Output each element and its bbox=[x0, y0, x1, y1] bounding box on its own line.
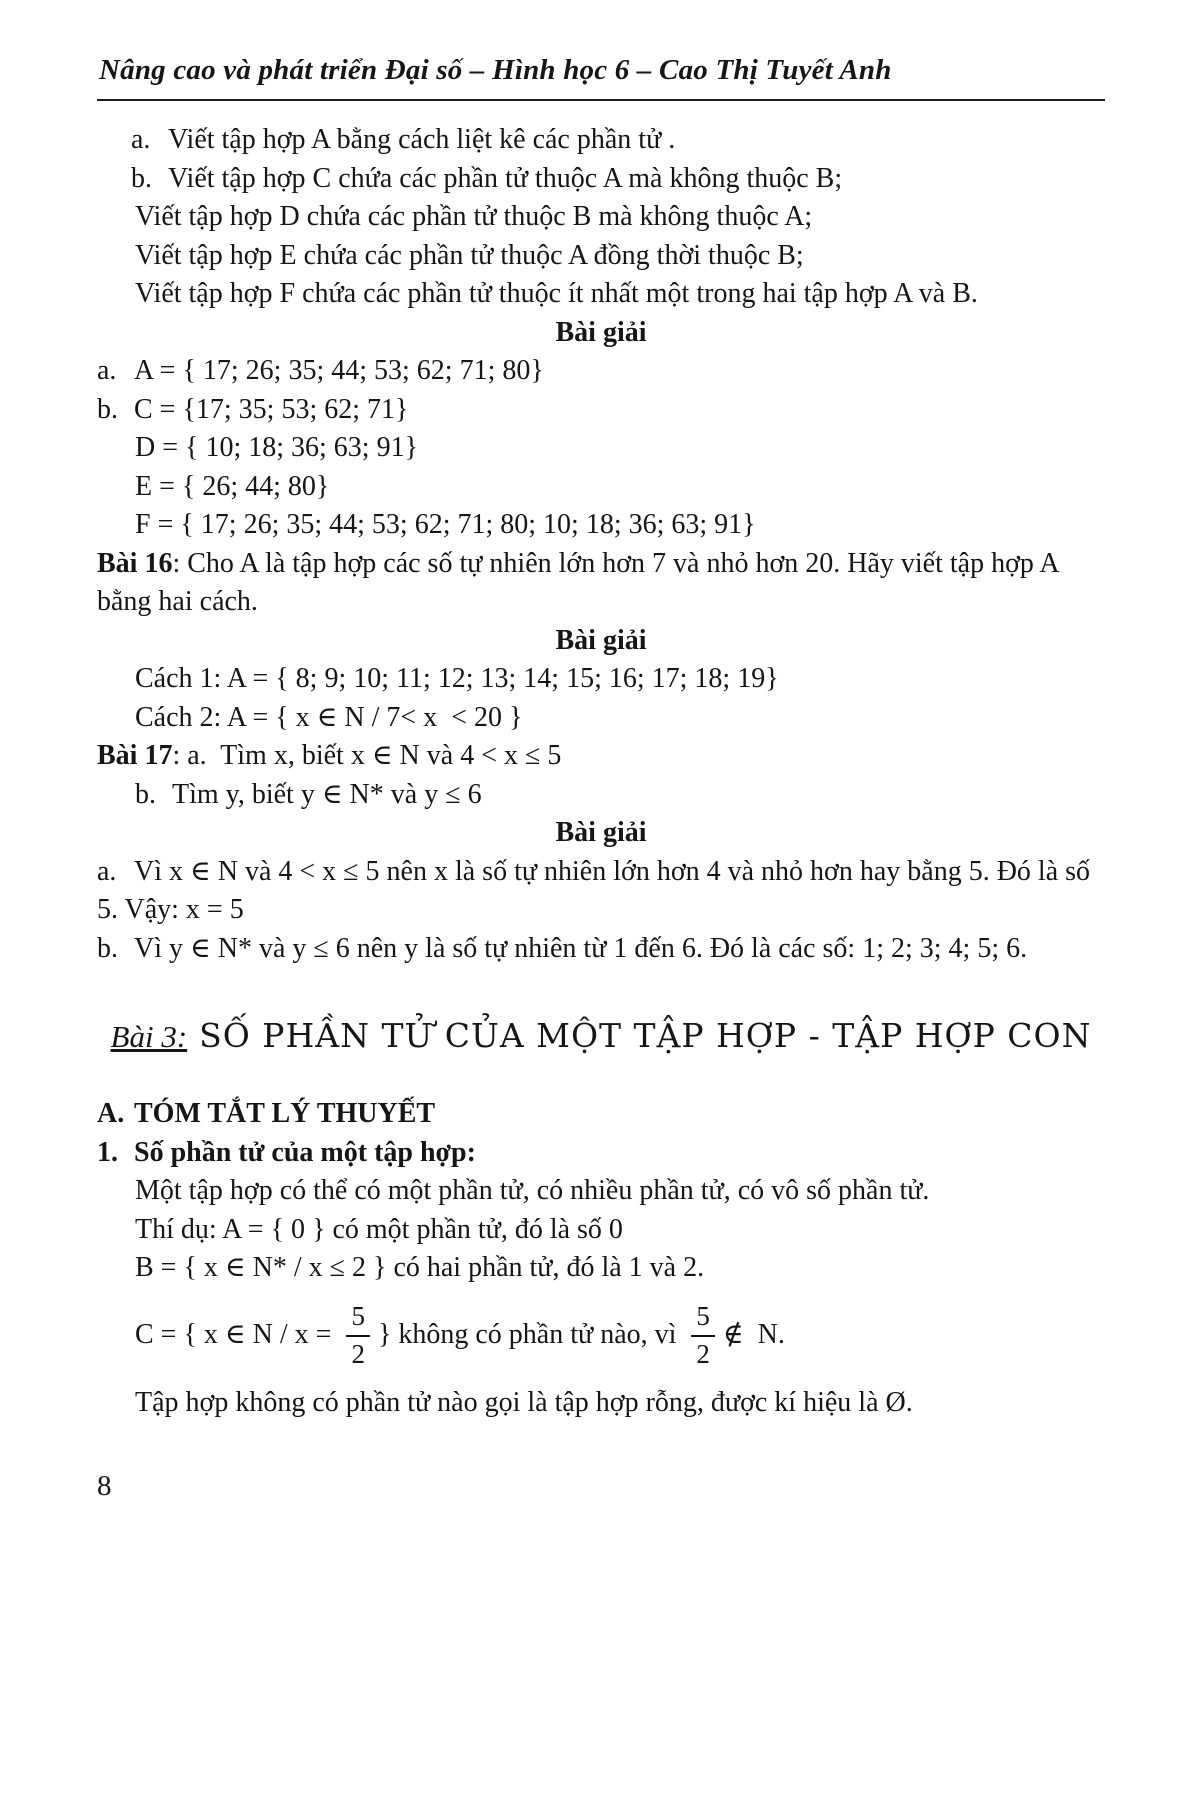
item-label: a. bbox=[131, 124, 151, 155]
solution-set-f: F = { 17; 26; 35; 44; 53; 62; 71; 80; 10; 18; 36; 63; 91} bbox=[135, 509, 756, 540]
page-number: 8 bbox=[97, 1470, 112, 1502]
solution-set-d: D = { 10; 18; 36; 63; 91} bbox=[135, 432, 419, 463]
heading-label: A. bbox=[97, 1098, 125, 1129]
example-c-text-pre: C = { x ∈ N / x = bbox=[135, 1319, 339, 1351]
theory-example-c bbox=[97, 1288, 1105, 1384]
section-label: Bài 3: bbox=[110, 1019, 188, 1054]
example-c-text-post: ∉ N. bbox=[722, 1319, 785, 1351]
item-label: a. bbox=[97, 355, 117, 386]
solution-item-b bbox=[97, 391, 1105, 430]
exercise-17-label: Bài 17 bbox=[97, 740, 173, 771]
problem-item-b-cont-2: Viết tập hợp E chứa các phần tử thuộc A đồng thời thuộc B; bbox=[135, 239, 804, 271]
fraction-denominator: 2 bbox=[696, 1339, 710, 1369]
item-label: b. bbox=[97, 393, 118, 425]
exercise-17-statement-a bbox=[97, 737, 1105, 776]
item-label: b. bbox=[131, 162, 152, 194]
problem-item-a bbox=[97, 121, 1105, 160]
item-label: b. bbox=[97, 932, 118, 964]
item-text: C = {17; 35; 53; 62; 71} bbox=[134, 393, 409, 425]
heading-text: Số phần tử của một tập hợp: bbox=[134, 1136, 476, 1168]
theory-paragraph-1: Một tập hợp có thể có một phần tử, có nhiều phần tử, có vô số phần tử. bbox=[135, 1175, 930, 1206]
solution-item-a bbox=[97, 352, 1105, 391]
item-label: b. bbox=[135, 778, 156, 810]
exercise-17-text-a: : a. Tìm x, biết x ∈ N và 4 < x ≤ 5 bbox=[172, 740, 562, 771]
theory-example-a: Thí dụ: A = { 0 } có một phần tử, đó là số 0 bbox=[135, 1213, 623, 1245]
problem-item-b-cont-1: Viết tập hợp D chứa các phần tử thuộc B mà không thuộc A; bbox=[135, 201, 813, 232]
fraction-numerator: 5 bbox=[691, 1301, 715, 1337]
exercise-16-label: Bài 16 bbox=[97, 547, 173, 579]
section-title-text: SỐ PHẦN TỬ CỦA MỘT TẬP HỢP - TẬP HỢP CON bbox=[199, 1016, 1092, 1055]
item-text: A = { 17; 26; 35; 44; 53; 62; 71; 80} bbox=[134, 355, 544, 386]
exercise-16-solution-1: Cách 1: A = { 8; 9; 10; 11; 12; 13; 14; 15; 16; 17; 18; 19} bbox=[135, 663, 779, 694]
fraction-numerator: 5 bbox=[346, 1301, 370, 1337]
item-text: Viết tập hợp A bằng cách liệt kê các phần tử . bbox=[168, 124, 676, 155]
example-c-text-mid: } không có phần tử nào, vì bbox=[377, 1319, 684, 1351]
heading-text: TÓM TẮT LÝ THUYẾT bbox=[134, 1098, 436, 1129]
fraction-denominator: 2 bbox=[351, 1339, 365, 1369]
exercise-17-solution-a bbox=[97, 853, 1105, 930]
exercise-16-statement bbox=[97, 545, 1105, 622]
solution-heading: Bài giải bbox=[555, 817, 647, 848]
theory-subheading-1 bbox=[97, 1134, 1105, 1173]
theory-heading bbox=[97, 1095, 1105, 1134]
section-heading bbox=[97, 1014, 1105, 1059]
exercise-17-solution-b bbox=[97, 930, 1105, 969]
solution-heading: Bài giải bbox=[555, 316, 647, 348]
header-title: Nâng cao và phát triển Đại số – Hình học 6 – Cao Thị Tuyết Anh bbox=[99, 54, 892, 86]
item-text: Vì x ∈ N và 4 < x ≤ 5 nên x là số tự nhiên lớn hơn 4 và nhỏ hơn hay bằng 5. Đó là số 5. Vậy: x = 5 bbox=[97, 855, 1091, 925]
heading-label: 1. bbox=[97, 1136, 118, 1168]
item-text: Tìm y, biết y ∈ N* và y ≤ 6 bbox=[172, 778, 482, 810]
theory-paragraph-empty-set: Tập hợp không có phần tử nào gọi là tập hợp rỗng, được kí hiệu là Ø. bbox=[135, 1386, 913, 1418]
fraction-five-halves bbox=[346, 1301, 370, 1370]
exercise-16-solution-2: Cách 2: A = { x ∈ N / 7< x < 20 } bbox=[135, 701, 523, 733]
exercise-17-statement-b bbox=[97, 776, 1105, 815]
item-text: Viết tập hợp C chứa các phần tử thuộc A mà không thuộc B; bbox=[168, 162, 843, 194]
item-label: a. bbox=[97, 855, 117, 887]
page-header bbox=[97, 48, 1105, 101]
fraction-five-halves bbox=[691, 1301, 715, 1370]
solution-set-e: E = { 26; 44; 80} bbox=[135, 470, 330, 502]
solution-heading: Bài giải bbox=[555, 624, 647, 656]
body-text bbox=[97, 121, 1105, 1422]
problem-item-b-cont-3: Viết tập hợp F chứa các phần tử thuộc ít nhất một trong hai tập hợp A và B. bbox=[135, 278, 978, 309]
item-text: Vì y ∈ N* và y ≤ 6 nên y là số tự nhiên từ 1 đến 6. Đó là các số: 1; 2; 3; 4; 5; 6. bbox=[134, 932, 1028, 964]
exercise-16-text: : Cho A là tập hợp các số tự nhiên lớn hơn 7 và nhỏ hơn 20. Hãy viết tập hợp A bằng hai cách. bbox=[97, 547, 1059, 617]
theory-example-b: B = { x ∈ N* / x ≤ 2 } có hai phần tử, đó là 1 và 2. bbox=[135, 1252, 705, 1283]
problem-item-b bbox=[97, 160, 1105, 199]
